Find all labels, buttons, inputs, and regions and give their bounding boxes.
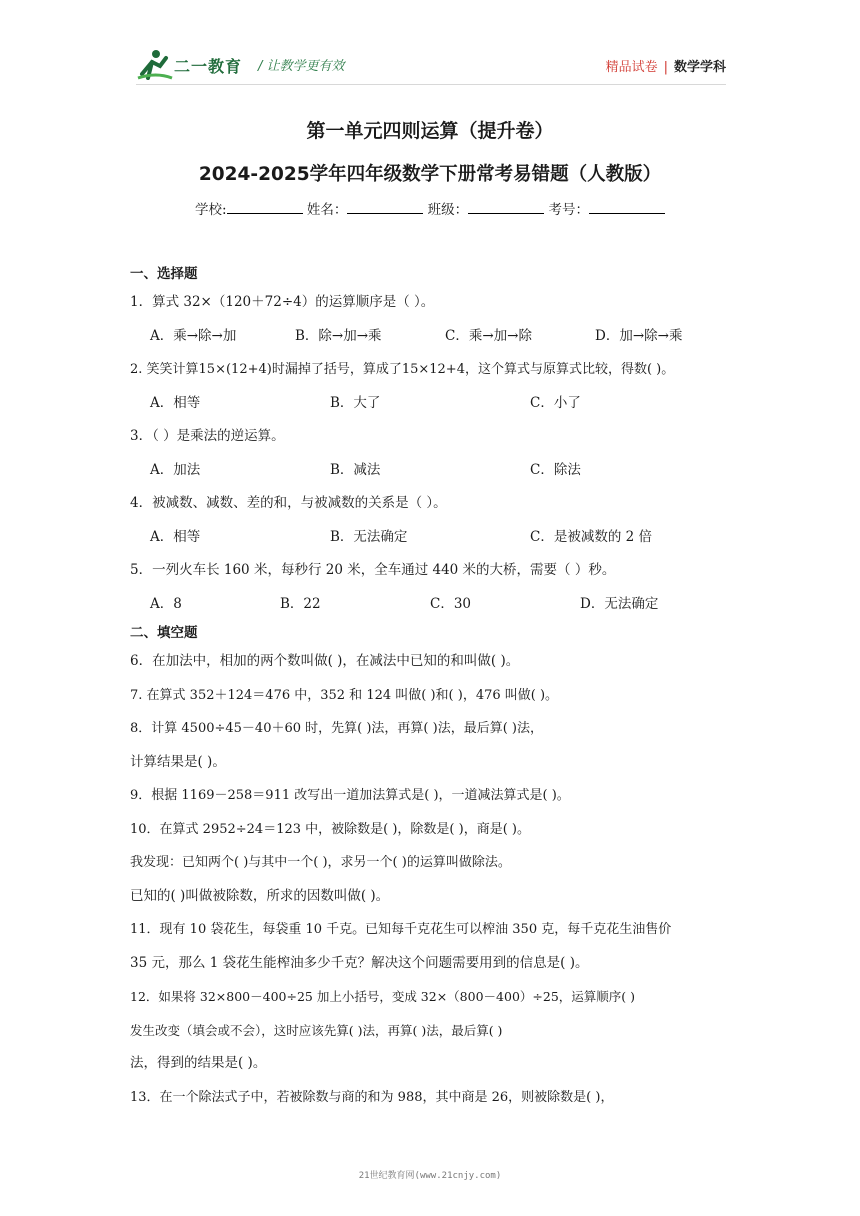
page-footer: 21世纪教育网(www.21cnjy.com) xyxy=(358,1171,502,1181)
name-label: 姓名： xyxy=(306,202,348,218)
doc-subtitle: 2024-2025学年四年级数学下册常考易错题（人教版） xyxy=(198,164,662,185)
option-a[interactable]: A．8 xyxy=(150,595,182,612)
question-1-options xyxy=(130,320,730,354)
question-10-line-3: 已知的( )叫做被除数，所求的因数叫做( )。 xyxy=(130,887,390,904)
brand-separator: | xyxy=(663,60,668,75)
question-8-line-1: 8．计算 4500÷45－40＋60 时，先算( )法，再算( )法，最后算( )法， xyxy=(130,721,543,736)
question-10-line-2: 我发现：已知两个( )与其中一个( )，求另一个( )的运算叫做除法。 xyxy=(130,855,511,870)
question-13: 13．在一个除法式子中，若被除数与商的和为 988，其中商是 26，则被除数是( )， xyxy=(130,1089,614,1105)
question-2: 2. 笑笑计算15×(12+4)时漏掉了括号，算成了15×12+4，这个算式与原算式比较，得数( )。 xyxy=(130,362,675,377)
question-11-line-1: 11．现有 10 袋花生，每袋重 10 千克。已知每千克花生可以榨油 350 克，每千克花生油售价 xyxy=(130,922,672,937)
page-header xyxy=(0,0,860,90)
question-5: 5．一列火车长 160 米，每秒行 20 米，全车通过 440 米的大桥，需要（ ）秒。 xyxy=(130,562,616,578)
option-c[interactable]: C．除法 xyxy=(530,461,581,478)
option-b[interactable]: B．除→加→乘 xyxy=(295,327,382,344)
question-11-line-2: 35 元，那么 1 袋花生能榨油多少千克？解决这个问题需要用到的信息是( )。 xyxy=(130,954,589,971)
option-d[interactable]: D．无法确定 xyxy=(580,595,659,612)
option-c[interactable]: C．是被减数的 2 倍 xyxy=(530,528,653,545)
option-b[interactable]: B．无法确定 xyxy=(330,528,408,545)
question-6: 6．在加法中，相加的两个数叫做( )，在减法中已知的和叫做( )。 xyxy=(130,653,520,669)
question-9: 9．根据 1169－258＝911 改写出一道加法算式是( )，一道减法算式是( )。 xyxy=(130,788,570,803)
question-12-line-1: 12．如果将 32×800－400÷25 加上小括号，变成 32×（800－400）÷25，运算顺序( ) xyxy=(130,989,636,1004)
name-blank[interactable] xyxy=(347,201,423,214)
logo-text: 二一教育 xyxy=(174,57,243,76)
brand-premium-label: 精品试卷 xyxy=(605,60,658,75)
option-a[interactable]: A．相等 xyxy=(150,528,201,545)
question-3-options xyxy=(130,454,730,488)
option-b[interactable]: B．减法 xyxy=(330,461,381,478)
class-blank[interactable] xyxy=(468,201,544,214)
brand-label xyxy=(606,56,726,75)
option-d[interactable]: D．加→除→乘 xyxy=(595,327,683,344)
question-7: 7. 在算式 352＋124＝476 中，352 和 124 叫做( )和( )，476 叫做( )。 xyxy=(130,687,559,703)
school-blank[interactable] xyxy=(227,201,303,214)
number-blank[interactable] xyxy=(589,201,665,214)
question-5-options xyxy=(130,588,730,622)
option-c[interactable]: C．30 xyxy=(430,595,472,612)
question-12-line-2: 发生改变（填会或不会），这时应该先算( )法，再算( )法，最后算( ) xyxy=(130,1022,503,1038)
option-c[interactable]: C．小了 xyxy=(530,394,581,411)
question-10-line-1: 10．在算式 2952÷24＝123 中，被除数是( )，除数是( )，商是( )。 xyxy=(130,821,530,837)
option-c[interactable]: C．乘→加→除 xyxy=(445,327,532,344)
class-label: 班级： xyxy=(427,202,469,218)
brand-subject-label: 数学学科 xyxy=(673,60,726,75)
section-choice-title: 一、选择题 xyxy=(130,266,198,282)
slogan: / 让教学更有效 xyxy=(258,59,345,74)
question-4: 4．被减数、减数、差的和，与被减数的关系是（ ）。 xyxy=(130,495,447,511)
question-1: 1．算式 32×（120＋72÷4）的运算顺序是（ ）。 xyxy=(130,294,435,310)
doc-title: 第一单元四则运算（提升卷） xyxy=(306,120,554,142)
question-8-line-2: 计算结果是( )。 xyxy=(130,753,226,770)
option-a[interactable]: A．加法 xyxy=(150,461,201,478)
question-2-options xyxy=(130,387,730,421)
section-fill-title: 二、填空题 xyxy=(130,625,198,641)
question-4-options xyxy=(130,521,730,555)
option-b[interactable]: B．22 xyxy=(280,595,321,612)
question-12-line-3: 法，得到的结果是( )。 xyxy=(130,1055,267,1071)
option-a[interactable]: A．乘→除→加 xyxy=(150,327,237,344)
student-info-line xyxy=(0,198,860,218)
header-divider xyxy=(136,84,726,85)
question-content xyxy=(130,262,730,1114)
question-3: 3．（ ）是乘法的逆运算。 xyxy=(130,428,285,444)
option-a[interactable]: A．相等 xyxy=(150,394,201,411)
school-label: 学校: xyxy=(195,202,227,218)
option-b[interactable]: B．大了 xyxy=(330,394,381,411)
number-label: 考号： xyxy=(548,202,589,218)
